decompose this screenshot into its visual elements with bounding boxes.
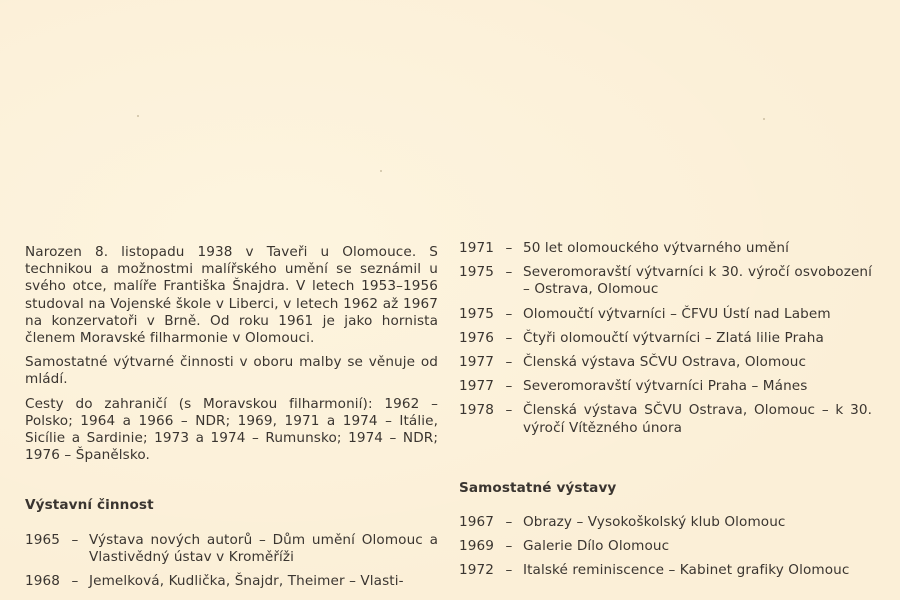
entry-text: Olomoučtí výtvarníci – ČFVU Ústí nad Labem [523,305,831,322]
entry-text: Obrazy – Vysokoškolský klub Olomouc [523,514,786,531]
entry-dash: – [505,378,513,395]
exhibition-entry [459,562,872,579]
entry-dash: – [505,562,513,579]
entry-year: 1977 [459,354,494,371]
entry-year: 1969 [459,538,494,555]
entry-dash: – [505,538,513,555]
entry-text: Výstava nových autorů – Dům umění Olomouc a Vlastivědný ústav v Kroměříži [89,531,438,565]
entry-year: 1967 [459,514,494,531]
group-exhibitions-list [459,240,872,437]
exhibition-entry [25,532,438,566]
solo-exhibitions-list [459,514,872,580]
exhibitions-heading: Výstavní činnost [25,497,154,514]
entry-year: 1977 [459,378,494,395]
left-column [25,244,438,597]
exhibition-entry [459,240,872,257]
entry-dash: – [505,264,513,281]
biography-paragraph-birth: Narozen 8. listopadu 1938 v Taveři u Olomouce. S technikou a možnostmi malířského umění se seznámil u svého otce, malíře Františka Šnajdra. V letech 1953–1956 studoval na Vojenské škole v Liberci, v letech 1962 až 1967 na konzervatoři v Brně. Od roku 1961 je jako hornista členem Moravské filharmonie v Olomouci. [25,244,438,347]
entry-dash: – [505,514,513,531]
entry-text: Galerie Dílo Olomouc [523,538,670,555]
biography-paragraph-travels: Cesty do zahraničí (s Moravskou filharmonií): 1962 – Polsko; 1964 a 1966 – NDR; 1969, 1971 a 1974 – Itálie, Sicílie a Sardinie; 1973 a 1974 – Rumunsko; 1974 – NDR; 1976 – Španělsko. [25,395,438,464]
paper-speck [380,170,382,172]
paper-speck [763,118,765,120]
exhibition-entry [459,354,872,371]
entry-text: Čtyři olomoučtí výtvarníci – Zlatá lilie Praha [523,329,824,346]
exhibition-entry [459,330,872,347]
entry-year: 1965 [25,531,60,548]
paper-speck [137,115,139,117]
biography-paragraph-painting: Samostatné výtvarné činnosti v oboru malby se věnuje od mládí. [25,354,438,388]
entry-dash: – [505,240,513,256]
entry-year: 1971 [459,240,494,256]
entry-text: Členská výstava SČVU Ostrava, Olomouc – k 30. výročí Vítězného února [523,402,872,436]
entry-year: 1978 [459,402,494,419]
entry-year: 1975 [459,305,494,322]
exhibition-entry [459,264,872,298]
entry-dash: – [71,573,79,590]
entry-text: Severomoravští výtvarníci Praha – Mánes [523,378,808,395]
exhibition-entry [459,306,872,323]
exhibition-entry [459,538,872,555]
entry-dash: – [505,305,513,322]
exhibitions-list [25,532,438,591]
entry-year: 1972 [459,562,494,579]
entry-text: Severomoravští výtvarníci k 30. výročí osvobození – Ostrava, Olomouc [523,264,872,298]
entry-text: Italské reminiscence – Kabinet grafiky Olomouc [523,562,850,579]
right-column [459,240,872,587]
entry-text: 50 let olomouckého výtvarného umění [523,240,789,256]
entry-year: 1968 [25,573,60,590]
entry-text: Jemelková, Kudlička, Šnajdr, Theimer – Vlasti- [89,573,404,590]
entry-text: Členská výstava SČVU Ostrava, Olomouc [523,354,807,371]
exhibition-entry [459,378,872,395]
entry-dash: – [505,354,513,371]
entry-year: 1976 [459,329,494,346]
solo-exhibitions-heading: Samostatné výstavy [459,479,617,496]
exhibition-entry [25,573,438,590]
entry-dash: – [505,329,513,346]
entry-dash: – [71,531,79,548]
entry-dash: – [505,402,513,419]
entry-year: 1975 [459,264,494,281]
exhibition-entry [459,514,872,531]
exhibition-entry [459,402,872,436]
